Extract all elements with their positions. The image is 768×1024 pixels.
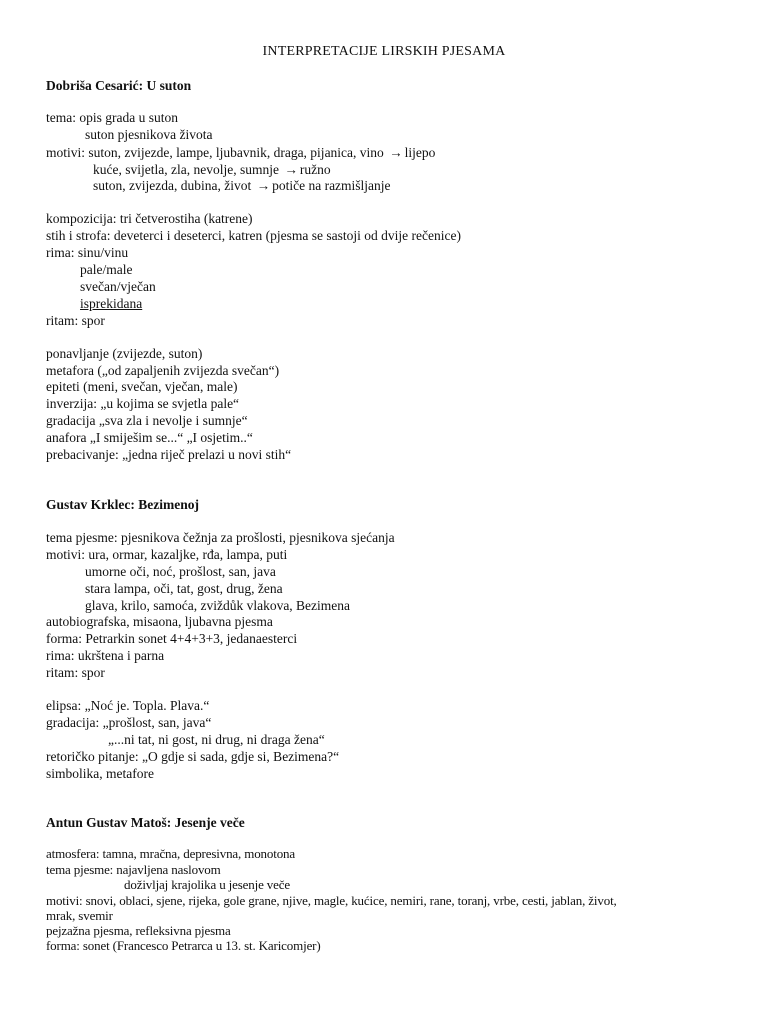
s1-rima-4: isprekidana: [80, 296, 143, 311]
s2-vrsta: autobiografska, misaona, ljubavna pjesma: [46, 614, 273, 629]
s3-motivi-line-2: mrak, svemir: [46, 908, 113, 923]
s2-motivi-line-3: stara lampa, oči, tat, gost, drug, žena: [85, 581, 283, 596]
s2-ritam: ritam: spor: [46, 665, 105, 680]
s2-retoricko-pitanje: retoričko pitanje: „O gdje si sada, gdje si, Bezimena?“: [46, 749, 340, 764]
s1-ritam: ritam: spor: [46, 313, 105, 328]
s1-gradacija: gradacija „sva zla i nevolje i sumnje“: [46, 413, 248, 428]
s1-motivi-line-1: [46, 145, 435, 161]
s1-tema-continued: suton pjesnikova života: [85, 127, 213, 142]
s3-motivi-line-1: motivi: snovi, oblaci, sjene, rijeka, gole grane, njive, magle, kućice, nemiri, rane, toranj, vrbe, cesti, jablan, život,: [46, 893, 617, 908]
s1-rima-3: svečan/vječan: [80, 279, 156, 294]
arrow-right-icon: →: [389, 145, 403, 160]
s1-metafora: metafora („od zapaljenih zvijezda svečan“): [46, 363, 280, 378]
s1-motivi-result-1: lijepo: [404, 145, 436, 160]
s2-forma: forma: Petrarkin sonet 4+4+3+3, jedanaesterci: [46, 631, 298, 646]
s1-motivi-result-2: ružno: [299, 162, 331, 177]
s1-motivi-line-2: [93, 162, 331, 178]
s2-motivi-line-2: umorne oči, noć, prošlost, san, java: [85, 564, 276, 579]
s1-prebacivanje: prebacivanje: „jedna riječ prelazi u novi stih“: [46, 447, 292, 462]
arrow-right-icon: →: [256, 178, 271, 193]
s1-rima: rima: sinu/vinu: [46, 245, 129, 260]
s1-anafora: anafora „I smiješim se...“ „I osjetim..“: [46, 430, 253, 445]
section-heading-bezimenoj: Gustav Krklec: Bezimenoj: [46, 497, 199, 512]
s1-stih-strofa: stih i strofa: deveterci i deseterci, katren (pjesma se sastoji od dvije rečenice): [46, 228, 461, 243]
section-heading-u-suton: Dobriša Cesarić: U suton: [46, 78, 192, 93]
document-title: INTERPRETACIJE LIRSKIH PJESAMA: [262, 44, 506, 59]
s3-vrsta: pejzažna pjesma, refleksivna pjesma: [46, 923, 231, 938]
s1-tema: tema: opis grada u suton: [46, 110, 178, 125]
s2-gradacija: gradacija: „prošlost, san, java“: [46, 715, 212, 730]
s3-tema-continued: doživljaj krajolika u jesenje veče: [124, 877, 290, 892]
s2-motivi-line-4: glava, krilo, samoća, zviždůk vlakova, Bezimena: [85, 598, 351, 613]
s2-simbolika: simbolika, metafore: [46, 766, 154, 781]
s1-motivi-line-3: [93, 178, 391, 194]
s2-motivi-line-1: motivi: ura, ormar, kazaljke, rđa, lampa, puti: [46, 547, 288, 562]
s1-motivi-result-3: potiče na razmišljanje: [272, 178, 391, 193]
s1-kompozicija: kompozicija: tri četverostiha (katrene): [46, 211, 253, 226]
s2-elipsa: elipsa: „Noć je. Topla. Plava.“: [46, 698, 210, 713]
s2-gradacija-2: „...ni tat, ni gost, ni drug, ni draga žena“: [108, 732, 325, 747]
arrow-right-icon: →: [284, 162, 298, 177]
s2-rima: rima: ukrštena i parna: [46, 648, 165, 663]
section-heading-jesenje-vece: Antun Gustav Matoš: Jesenje veče: [46, 815, 245, 830]
s3-tema: tema pjesme: najavljena naslovom: [46, 862, 221, 877]
s3-atmosfera: atmosfera: tamna, mračna, depresivna, monotona: [46, 846, 296, 861]
s1-epiteti: epiteti (meni, svečan, vječan, male): [46, 379, 238, 394]
s1-inverzija: inverzija: „u kojima se svjetla pale“: [46, 396, 240, 411]
s2-tema: tema pjesme: pjesnikova čežnja za prošlosti, pjesnikova sjećanja: [46, 530, 395, 545]
s1-motivi-text-2: kuće, svijetla, zla, nevolje, sumnje: [93, 162, 279, 177]
s3-forma: forma: sonet (Francesco Petrarca u 13. st. Karicomjer): [46, 938, 321, 953]
s1-rima-2: pale/male: [80, 262, 133, 277]
s1-motivi-text-1: motivi: suton, zvijezde, lampe, ljubavnik, draga, pijanica, vino: [46, 145, 384, 160]
s1-ponavljanje: ponavljanje (zvijezde, suton): [46, 346, 203, 361]
s1-motivi-text-3: suton, zvijezda, dubina, život: [93, 178, 252, 193]
